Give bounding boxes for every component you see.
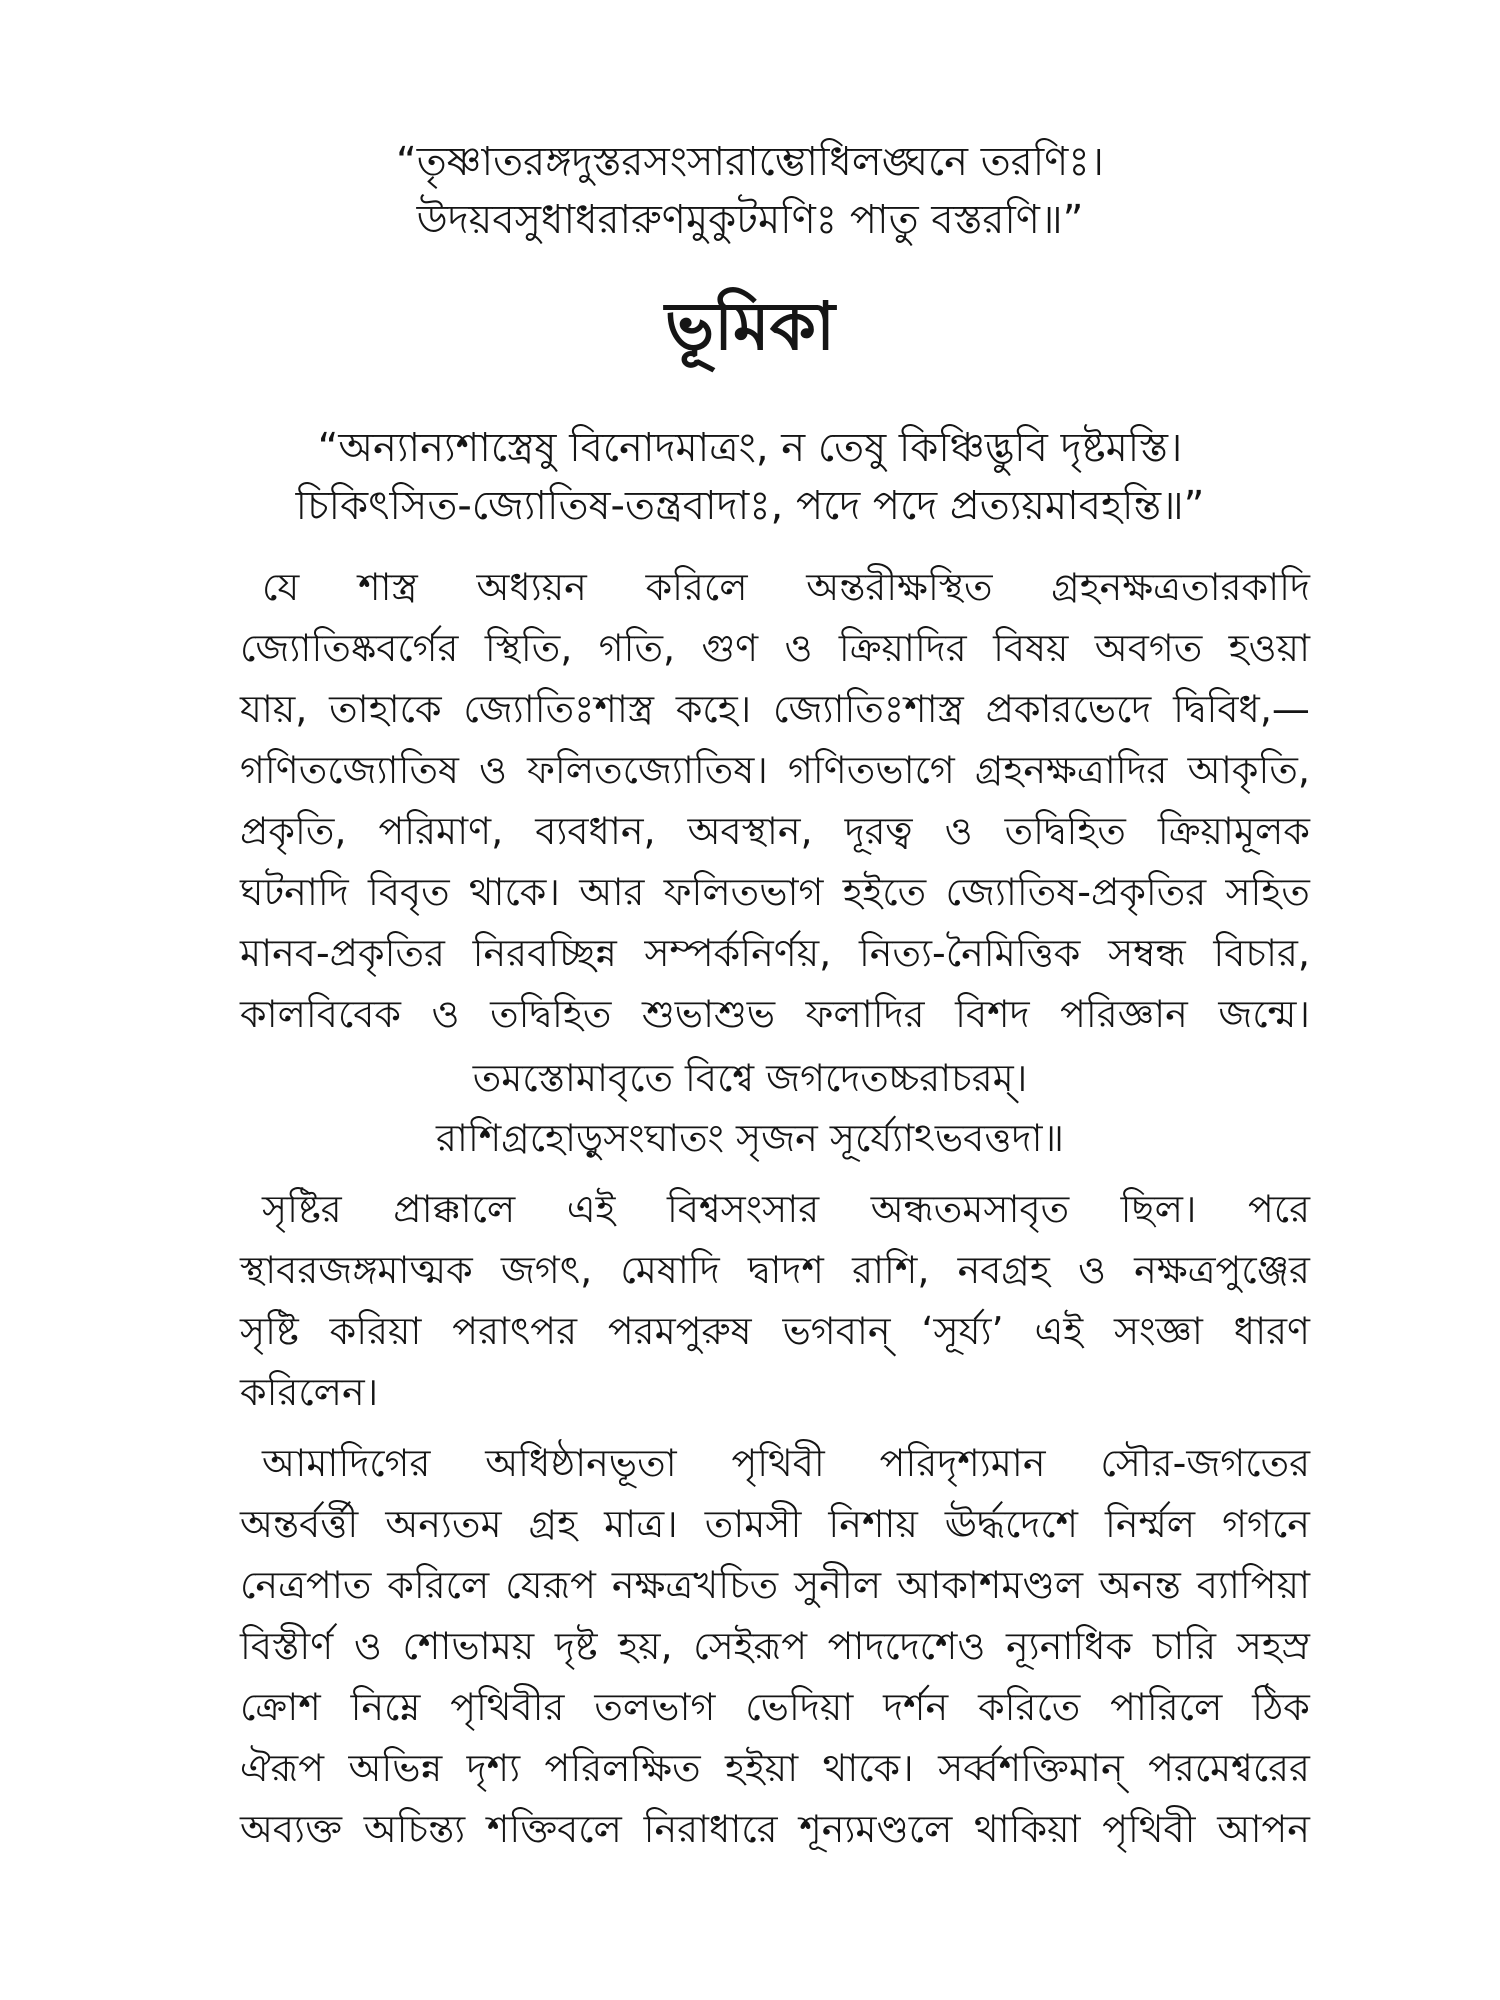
word: সম্বন্ধ (1108, 931, 1186, 975)
word: শোভাময় (402, 1624, 535, 1668)
word: জ্যোতিঃশাস্ত্র (773, 687, 964, 731)
word: পৃথিবী (731, 1441, 825, 1485)
word: থাকে। (468, 870, 560, 914)
word: আকৃতি, (1187, 748, 1310, 792)
word: হওয়া (1228, 626, 1310, 670)
paragraph-2-line (240, 1300, 1310, 1362)
word: অচিন্ত্য (363, 1807, 466, 1851)
word: পরমপুরুষ (607, 1309, 752, 1353)
word: ঘটনাদি (240, 870, 349, 914)
word: যায়, (240, 687, 308, 731)
word: নির্ম্মল (1105, 1502, 1196, 1546)
word: নক্ষত্রখচিত (611, 1563, 779, 1607)
word: আকাশমণ্ডল (897, 1563, 1084, 1607)
word: বিষয় (993, 626, 1069, 670)
paragraph-3-line (240, 1554, 1310, 1616)
word: ঐরূপ (240, 1746, 325, 1790)
word: সম্পর্কনির্ণয়, (644, 931, 832, 975)
word: দ্বাদশ (747, 1248, 824, 1292)
word: করিলে (387, 1563, 490, 1607)
word: ছিল। (1120, 1187, 1197, 1231)
epigraph-line-2: উদয়বসুধাধরারুণমুকুটমণিঃ পাতু বস্তরণি॥” (416, 197, 1084, 243)
word: মানব-প্রকৃতির (240, 931, 445, 975)
word: থাকিয়া (974, 1807, 1081, 1851)
word: ফলিতজ্যোতিষ। (527, 748, 768, 792)
paragraph-1-line (240, 922, 1310, 984)
word: নবগ্রহ (957, 1248, 1050, 1292)
paragraph-3-line (240, 1798, 1310, 1860)
word: বিবৃত (367, 870, 450, 914)
word: দৃষ্ট (554, 1624, 598, 1668)
shloka-1-line-2: চিকিৎসিত-জ্যোতিষ-তন্ত্রবাদাঃ, পদে পদে প্রত্যয়মাবহন্তি॥” (295, 483, 1205, 529)
word: জ্যোতিষ-প্রকৃতির (945, 870, 1207, 914)
word: চারি (1152, 1624, 1217, 1668)
word: করিলে (645, 565, 748, 609)
word: হইতে (842, 870, 927, 914)
word: স্থিতি, (484, 626, 573, 670)
word: গণিতভাগে (787, 748, 955, 792)
word: গণিতজ্যোতিষ (240, 748, 459, 792)
word: ও (784, 626, 813, 670)
word: পরমেশ্বরের (1148, 1746, 1310, 1790)
word: ব্যবধান, (535, 809, 656, 853)
paragraph-1-line (240, 617, 1310, 679)
word: শাস্ত্র (358, 565, 418, 609)
word: বিচার, (1213, 931, 1310, 975)
word: অনন্ত (1099, 1563, 1181, 1607)
word: ব্যাপিয়া (1196, 1563, 1310, 1607)
word: ক্রোশ (240, 1685, 321, 1729)
word: করিতে (978, 1685, 1081, 1729)
word: অধ্যয়ন (476, 565, 587, 609)
word: পরাৎপর (452, 1309, 578, 1353)
word: প্রকৃতি, (240, 809, 347, 853)
word: গগনে (1222, 1502, 1310, 1546)
paragraph-2-line (262, 1178, 1310, 1240)
word: ‘সূর্য্য’ (921, 1309, 1004, 1353)
word: সহস্র (1236, 1624, 1310, 1668)
word: তামসী (704, 1502, 802, 1546)
word: ও (353, 1624, 382, 1668)
word: তদ্বিহিত (1004, 809, 1126, 853)
word: সহিত (1225, 870, 1310, 914)
word: স্থাবরজঙ্গমাত্মক (240, 1248, 473, 1292)
word: ও (1078, 1248, 1106, 1292)
word: দ্বিবিধ,— (1173, 687, 1310, 731)
word: সৃষ্টির (262, 1187, 342, 1231)
word: পৃথিবী (1102, 1807, 1196, 1851)
paragraph-3-line (240, 1676, 1310, 1738)
paragraph-1-line (262, 556, 1310, 618)
word: অন্ধতমসাবৃত (870, 1187, 1070, 1231)
word: আমাদিগের (262, 1441, 431, 1485)
paragraph-1-line (240, 983, 1310, 1045)
word: পরিমাণ, (378, 809, 504, 853)
paragraph-1-line (240, 800, 1310, 862)
paragraph-3-line (240, 1615, 1310, 1677)
word: ভেদিয়া (745, 1685, 854, 1729)
word: যে (262, 565, 300, 609)
word: অবগত (1094, 626, 1203, 670)
word: বিশ্বসংসার (666, 1187, 820, 1231)
word: পরিদৃশ্যমান (879, 1441, 1046, 1485)
word: জ্যোতিষ্কবর্গের (240, 626, 459, 670)
word: গ্রহনক্ষত্রাদির (974, 748, 1168, 792)
paragraph-1-line (240, 739, 1310, 801)
word: জগৎ, (500, 1248, 593, 1292)
word: করিয়া (329, 1309, 422, 1353)
word: পরিজ্ঞান (1060, 992, 1188, 1036)
word: কালবিবেক (240, 992, 401, 1036)
word: বিশদ (955, 992, 1030, 1036)
word: দর্শন (883, 1685, 949, 1729)
shloka-1-line-1: “অন্যান্যশাস্ত্রেষু বিনোদমাত্রং, ন তেষু কিঞ্চিদ্ভুবি দৃষ্টমস্তি। (317, 425, 1183, 471)
word: পরিলক্ষিত (544, 1746, 701, 1790)
word: কহে। (675, 687, 752, 731)
paragraph-1-line (240, 678, 1310, 740)
paragraph-3-line (240, 1737, 1310, 1799)
word: গতি, (598, 626, 676, 670)
shloka-2-line-2: রাশিগ্রহোড়ুসংঘাতং সৃজন সূর্য্যোঽভবত্তদা॥ (436, 1116, 1064, 1160)
word: শুভাশুভ (642, 992, 776, 1036)
word: অন্তর্বর্ত্তী (240, 1502, 359, 1546)
shloka-2-line-1: তমস্তোমাবৃতে বিশ্বে জগদেতচ্চরাচরম্। (472, 1056, 1028, 1100)
word: সুনীল (794, 1563, 882, 1607)
word: ফলিতভাগ (663, 870, 824, 914)
word: নিরবচ্ছিন্ন (472, 931, 617, 975)
word: ঊর্দ্ধদেশে (944, 1502, 1078, 1546)
word: অভিন্ন (348, 1746, 443, 1790)
word: গ্রহনক্ষত্রতারকাদি (1051, 565, 1310, 609)
word: নিরাধারে (643, 1807, 778, 1851)
word: ক্রিয়াদির (838, 626, 967, 670)
word: অন্তরীক্ষস্থিত (806, 565, 993, 609)
word: সৌর-জগতের (1100, 1441, 1310, 1485)
word: অন্যতম (385, 1502, 502, 1546)
word: পরে (1248, 1187, 1310, 1231)
word: প্রাক্কালে (393, 1187, 516, 1231)
word: ঠিক (1252, 1685, 1310, 1729)
word: দৃশ্য (466, 1746, 521, 1790)
word: প্রকারভেদে (985, 687, 1152, 731)
paragraph-2-line (240, 1239, 1310, 1301)
paragraph-3-line (240, 1493, 1310, 1555)
word: ও (431, 992, 460, 1036)
word: সংজ্ঞা (1114, 1309, 1203, 1353)
word: ক্রিয়ামূলক (1157, 809, 1310, 853)
word: বিস্তীর্ণ (240, 1624, 334, 1668)
word: ও (479, 748, 508, 792)
word: নেত্রপাত (240, 1563, 372, 1607)
word: তদ্বিহিত (490, 992, 612, 1036)
word: এই (1034, 1309, 1084, 1353)
word: জ্যোতিঃশাস্ত্র (463, 687, 655, 731)
word: থাকে। (822, 1746, 914, 1790)
word: আপন (1217, 1807, 1310, 1851)
word: নক্ষত্রপুঞ্জের (1134, 1248, 1310, 1292)
word: পৃথিবীর (450, 1685, 565, 1729)
word: অধিষ্ঠানভূতা (485, 1441, 677, 1485)
word: রাশি, (852, 1248, 930, 1292)
word: মেষাদি (620, 1248, 720, 1292)
word: সৃষ্টি (240, 1309, 299, 1353)
word: আর (579, 870, 645, 914)
word: অবস্থান, (687, 809, 813, 853)
word: তলভাগ (594, 1685, 716, 1729)
page-title: ভূমিকা (664, 288, 836, 365)
word: হয়, (618, 1624, 673, 1668)
word: যেরূপ (505, 1563, 596, 1607)
word: শূন্যমণ্ডলে (799, 1807, 953, 1851)
word: মাত্র। (604, 1502, 678, 1546)
word: ধারণ (1233, 1309, 1310, 1353)
word: ও (944, 809, 973, 853)
word: সেইরূপ (693, 1624, 808, 1668)
word: গ্রহ (528, 1502, 578, 1546)
word: নিশায় (828, 1502, 918, 1546)
word: ফলাদির (805, 992, 925, 1036)
paragraph-2-line: করিলেন। (240, 1370, 379, 1414)
word: নিত্য-নৈমিত্তিক (858, 931, 1081, 975)
word: অব্যক্ত (240, 1807, 342, 1851)
word: সর্ব্বশক্তিমান্ (938, 1746, 1124, 1790)
word: হইয়া (725, 1746, 799, 1790)
word: শক্তিবলে (486, 1807, 622, 1851)
paragraph-3-line (262, 1432, 1310, 1494)
paragraph-1-line (240, 861, 1310, 923)
word: ভগবান্ (782, 1309, 891, 1353)
word: গুণ (701, 626, 759, 670)
word: তাহাকে (329, 687, 442, 731)
word: পারিলে (1110, 1685, 1223, 1729)
word: দূরত্ব (844, 809, 913, 853)
word: পাদদেশেও (827, 1624, 986, 1668)
word: এই (566, 1187, 616, 1231)
word: নিম্নে (350, 1685, 421, 1729)
word: ন্যূনাধিক (1006, 1624, 1133, 1668)
epigraph-line-1: “তৃষ্ণাতরঙ্গদুস্তরসংসারাম্ভোধিলঙ্ঘনে তরণিঃ। (396, 139, 1104, 185)
word: জন্মে। (1218, 992, 1310, 1036)
